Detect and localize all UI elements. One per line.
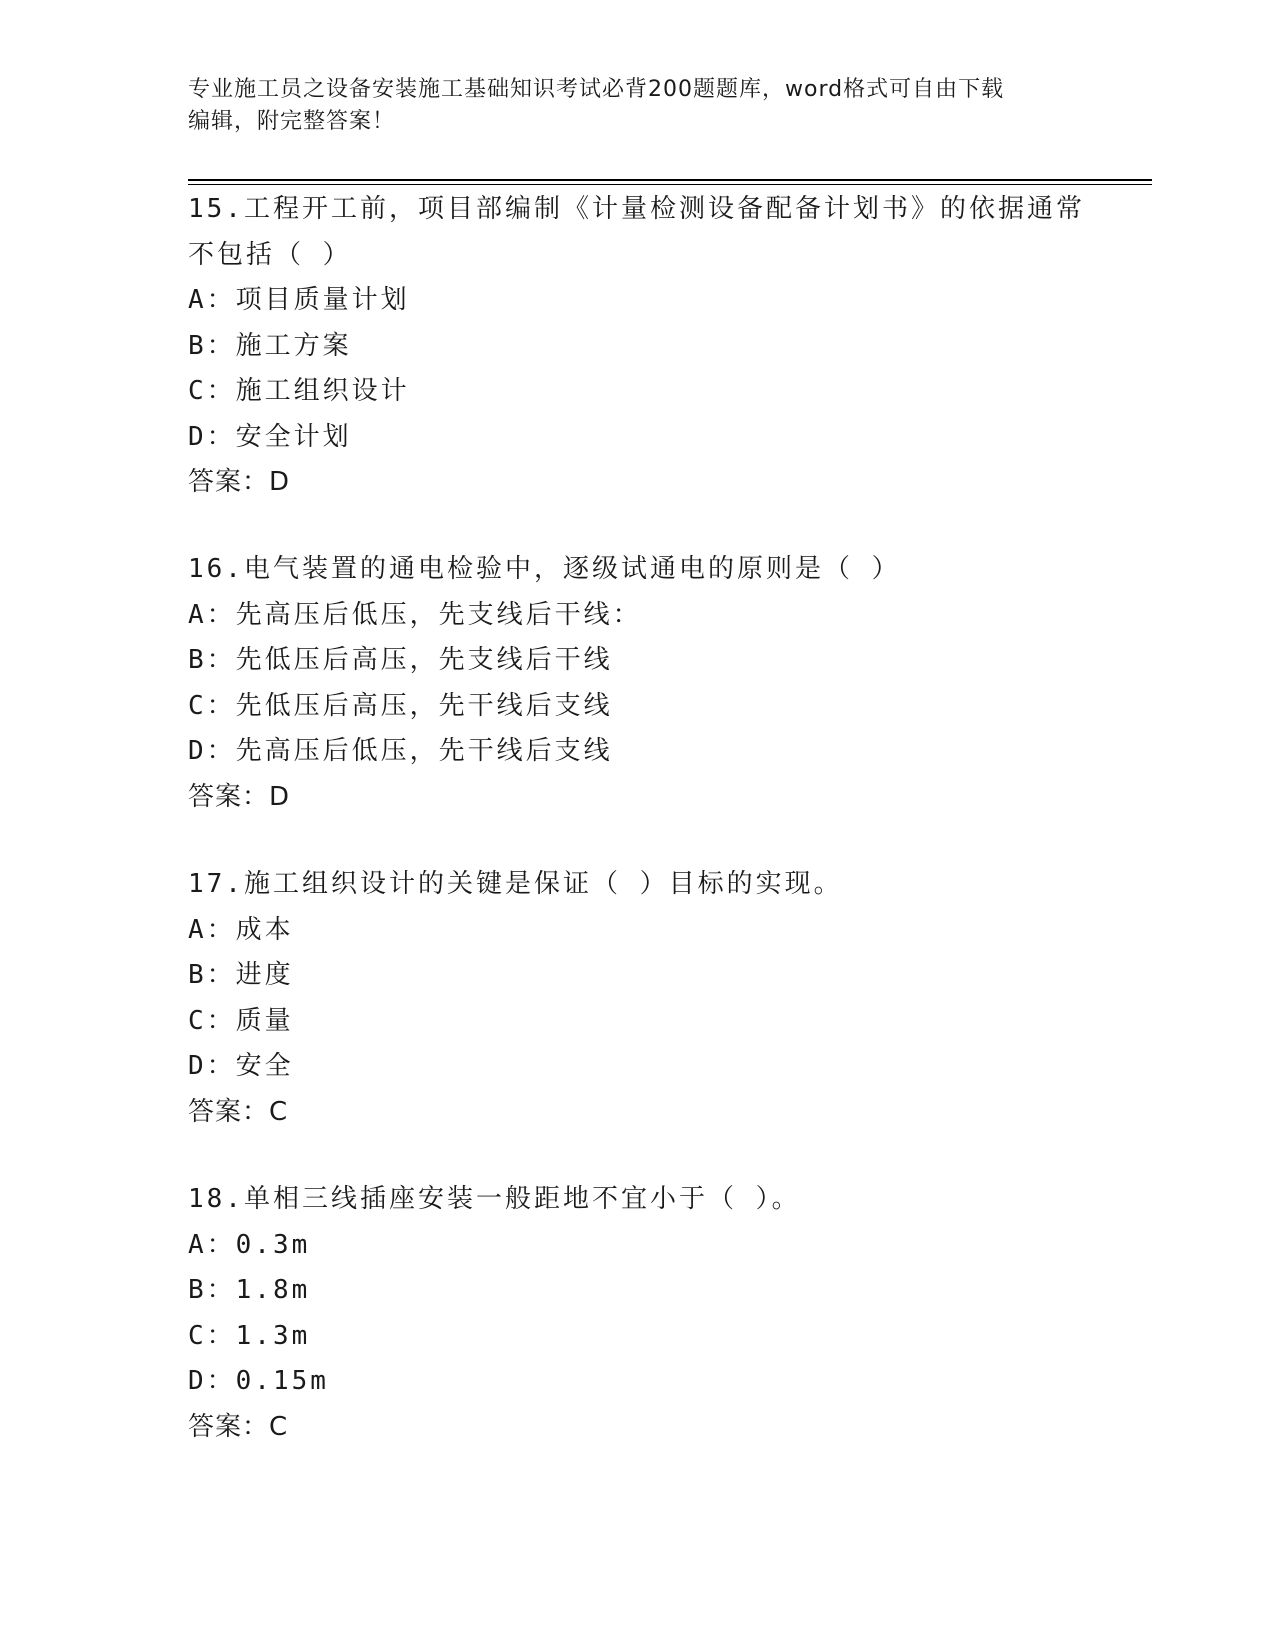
question-stem-continued: 不包括（ ）	[188, 239, 352, 270]
option-a: A：先高压后低压，先支线后干线：	[188, 599, 642, 630]
option-b: B：先低压后高压，先支线后干线	[188, 645, 613, 675]
header-divider-thick	[188, 179, 1152, 181]
question-18	[188, 1177, 1088, 1450]
option-d: D：安全	[188, 1051, 294, 1081]
option-b: B：施工方案	[188, 330, 352, 361]
option-d: D：先高压后低压，先干线后支线	[188, 736, 613, 766]
question-stem: 17.施工组织设计的关键是保证（ ）目标的实现。	[188, 869, 843, 899]
header-line-1: 专业施工员之设备安装施工基础知识考试必背200题题库，word格式可自由下载	[188, 77, 1005, 102]
answer: 答案：C	[188, 1411, 289, 1442]
document-header	[188, 74, 1088, 138]
option-b: B：进度	[188, 960, 294, 990]
answer: 答案：C	[188, 1096, 289, 1127]
option-c: C：质量	[188, 1005, 294, 1036]
question-17	[188, 862, 1088, 1135]
question-stem: 18.单相三线插座安装一般距地不宜小于（ ）。	[188, 1184, 801, 1214]
header-divider-thin	[188, 184, 1152, 185]
answer: 答案：D	[188, 781, 291, 812]
option-c: C：1.3m	[188, 1320, 311, 1351]
question-stem: 16.电气装置的通电检验中，逐级试通电的原则是（ ）	[188, 554, 901, 584]
header-line-2: 编辑，附完整答案！	[188, 109, 396, 134]
option-b: B：1.8m	[188, 1275, 311, 1305]
answer: 答案：D	[188, 467, 291, 497]
question-15	[188, 187, 1088, 506]
option-a: A：项目质量计划	[188, 285, 410, 315]
option-a: A：0.3m	[188, 1229, 311, 1260]
option-d: D：0.15m	[188, 1366, 329, 1396]
option-c: C：先低压后高压，先干线后支线	[188, 690, 613, 721]
question-stem: 15.工程开工前，项目部编制《计量检测设备配备计划书》的依据通常	[188, 194, 1085, 224]
option-d: D：安全计划	[188, 421, 352, 452]
question-16	[188, 547, 1088, 820]
option-c: C：施工组织设计	[188, 376, 410, 406]
option-a: A：成本	[188, 914, 294, 945]
